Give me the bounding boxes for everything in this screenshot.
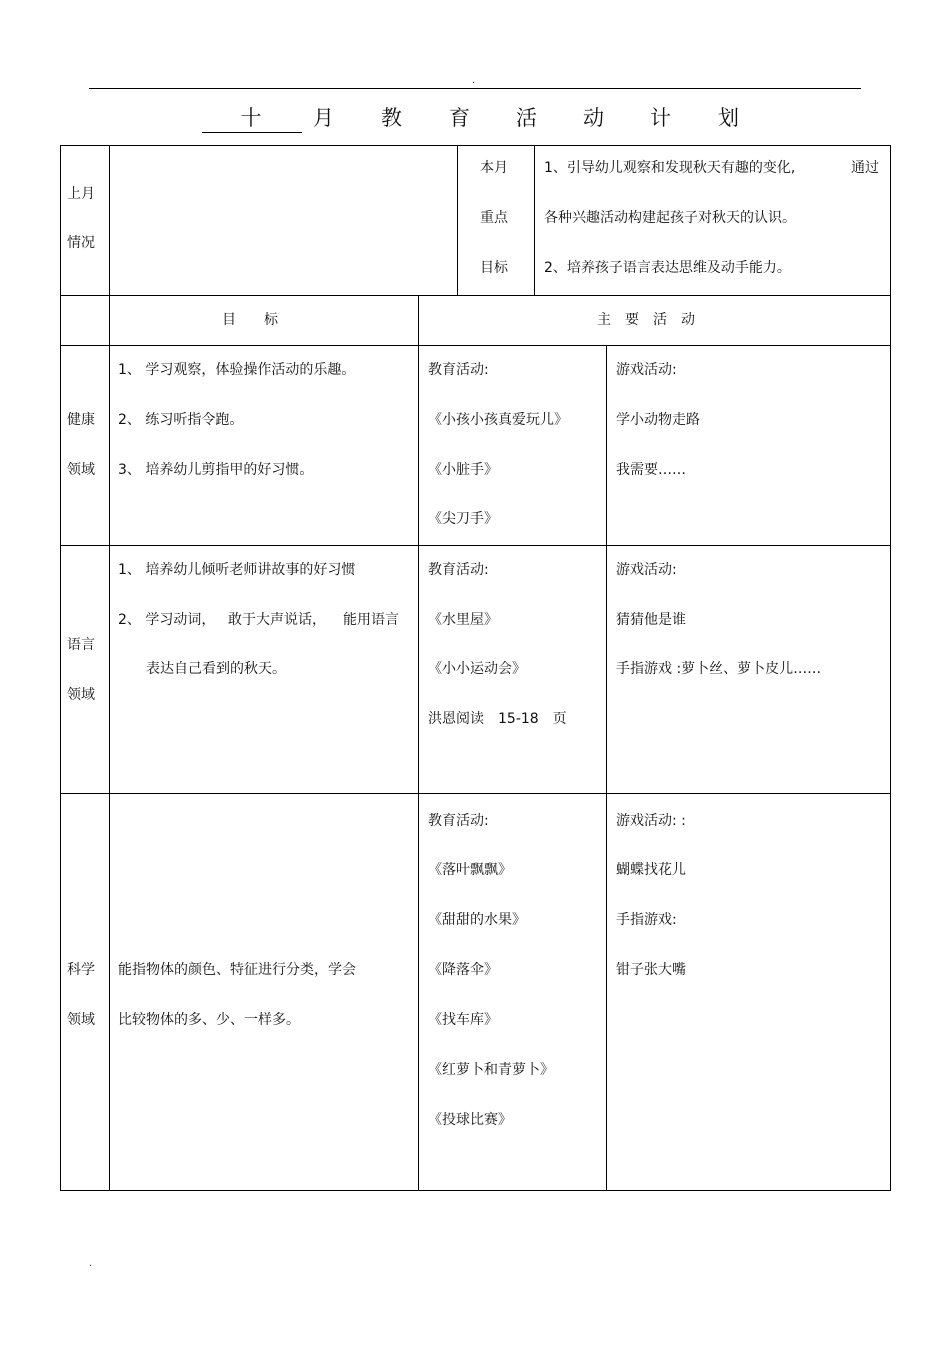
goal-item: 能指物体的颜色、特征进行分类，学会 <box>118 962 356 978</box>
table-border-left <box>60 145 61 1191</box>
activities-header: 主 要 活 动 <box>597 312 695 328</box>
game-activity-item: 手指游戏: <box>616 912 677 928</box>
game-activity-heading: 游戏活动: <box>616 562 677 578</box>
table-divider <box>109 145 110 1191</box>
table-border-right <box>890 145 891 1191</box>
section-label-language: 领域 <box>67 687 95 703</box>
game-activity-item: 学小动物走路 <box>616 412 700 428</box>
table-divider <box>60 545 891 546</box>
section-label-health: 领域 <box>67 462 95 478</box>
game-activity-item: 猜猜他是谁 <box>616 612 686 628</box>
prev-month-label: 情况 <box>67 235 95 251</box>
edu-activity-heading: 教育活动: <box>428 362 489 378</box>
header-rule <box>89 88 861 89</box>
goal-item: 能用语言 <box>343 612 399 628</box>
section-label-language: 语言 <box>67 637 95 653</box>
goal-item: 表达自己看到的秋天。 <box>146 661 286 677</box>
title-word: 教 <box>381 106 402 130</box>
edu-activity-item: 《红萝卜和青萝卜》 <box>428 1062 554 1078</box>
goal-item: 2、 练习听指令跑。 <box>118 412 244 428</box>
title-month: 十 <box>202 104 302 133</box>
focus-text: 2、培养孩子语言表达思维及动手能力。 <box>544 260 791 276</box>
focus-label: 本月 <box>480 160 508 176</box>
table-divider <box>534 145 535 296</box>
focus-text: 1、引导幼儿观察和发现秋天有趣的变化, <box>544 160 796 176</box>
edu-activity-item: 《尖刀手》 <box>428 511 498 527</box>
edu-activity-item: 《落叶飘飘》 <box>428 862 512 878</box>
focus-text: 各种兴趣活动构建起孩子对秋天的认识。 <box>544 210 796 226</box>
edu-activity-item: 《小小运动会》 <box>428 661 526 677</box>
focus-label: 重点 <box>480 210 508 226</box>
edu-activity-item: 《甜甜的水果》 <box>428 912 526 928</box>
edu-activity-item: 《投球比赛》 <box>428 1112 512 1128</box>
focus-text: 通过 <box>851 160 879 176</box>
edu-activity-item: 《小脏手》 <box>428 462 498 478</box>
table-divider <box>606 345 607 1191</box>
header-dot: . <box>472 75 476 86</box>
section-label-health: 健康 <box>67 412 95 428</box>
table-divider <box>60 345 891 346</box>
game-activity-heading: 游戏活动: <box>616 362 677 378</box>
table-divider <box>457 145 458 296</box>
table-divider <box>418 295 419 1191</box>
title-word: 划 <box>718 106 739 130</box>
edu-activity-item: 《小孩小孩真爱玩儿》 <box>428 412 568 428</box>
game-activity-item: 钳子张大嘴 <box>616 962 686 978</box>
edu-activity-item: 洪恩阅读 15-18 页 <box>428 711 567 727</box>
goal-item: 敢于大声说话， <box>228 612 326 628</box>
title-word: 育 <box>449 106 470 130</box>
goal-item: 1、 学习观察，体验操作活动的乐趣。 <box>118 362 356 378</box>
table-border-bottom <box>60 1190 891 1191</box>
edu-activity-heading: 教育活动: <box>428 813 489 829</box>
goal-item: 3、 培养幼儿剪指甲的好习惯。 <box>118 462 314 478</box>
game-activity-item: 手指游戏 :萝卜丝、萝卜皮儿…… <box>616 661 822 677</box>
title-word: 活 <box>516 106 537 130</box>
table-divider <box>60 793 891 794</box>
edu-activity-item: 《水里屋》 <box>428 612 498 628</box>
footer-dot: . <box>89 1258 93 1269</box>
table-border-top <box>60 145 891 146</box>
goal-item: 2、 学习动词， <box>118 612 216 628</box>
title-word: 动 <box>583 106 604 130</box>
title-word: 计 <box>650 106 671 130</box>
edu-activity-heading: 教育活动: <box>428 562 489 578</box>
game-activity-heading: 游戏活动: : <box>616 813 686 829</box>
table-divider <box>60 295 891 296</box>
title-word: 月 <box>313 106 334 130</box>
prev-month-label: 上月 <box>67 186 95 202</box>
game-activity-item: 我需要…… <box>616 462 686 478</box>
edu-activity-item: 《找车库》 <box>428 1012 498 1028</box>
edu-activity-item: 《降落伞》 <box>428 962 498 978</box>
goal-item: 1、 培养幼儿倾听老师讲故事的好习惯 <box>118 562 356 578</box>
game-activity-item: 蝴蝶找花儿 <box>616 862 686 878</box>
goal-header: 目 标 <box>222 312 278 328</box>
goal-item: 比较物体的多、少、一样多。 <box>118 1012 300 1028</box>
focus-label: 目标 <box>480 260 508 276</box>
section-label-science: 领域 <box>67 1012 95 1028</box>
section-label-science: 科学 <box>67 962 95 978</box>
